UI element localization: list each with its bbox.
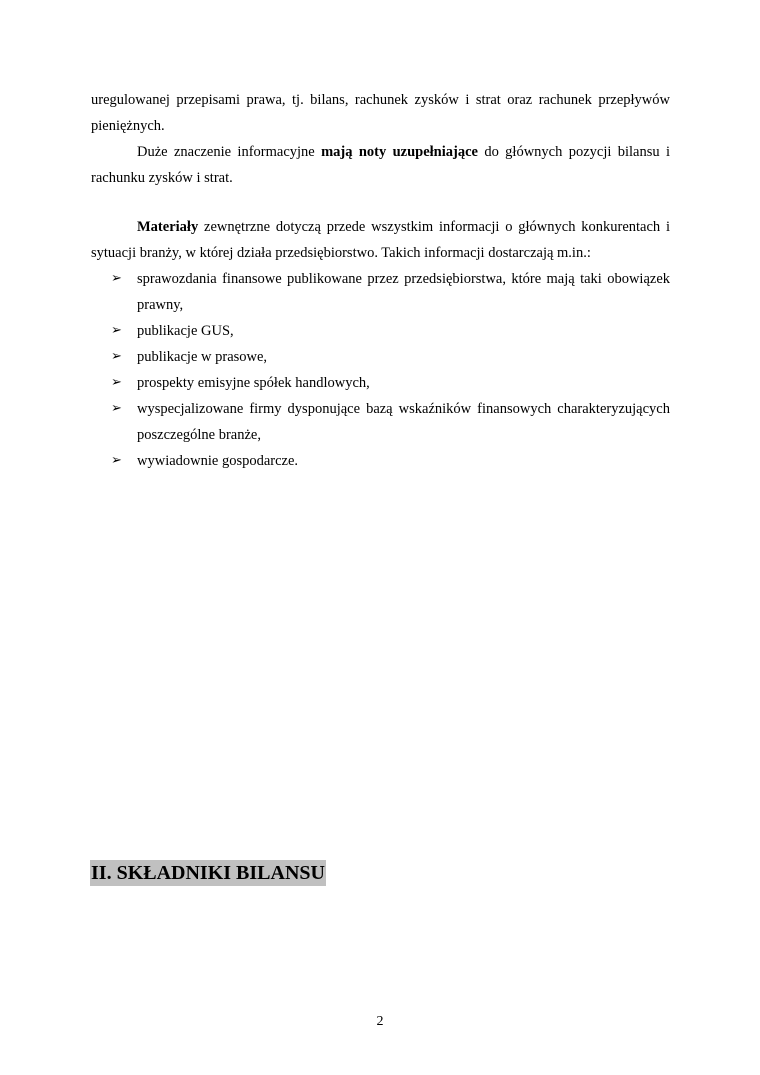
arrowhead-bullet-icon: ➢: [111, 401, 122, 416]
paragraph-2-after: do głównych pozycji bilansu i rachunku zysków i strat.: [91, 144, 671, 186]
arrowhead-bullet-icon: ➢: [111, 453, 122, 468]
arrowhead-bullet-icon: ➢: [111, 375, 122, 390]
list-item: [91, 396, 670, 448]
list-item: [91, 318, 670, 344]
paragraph-2-before: Duże znaczenie informacyjne: [137, 144, 322, 160]
paragraph-3-bold: Materiały: [137, 219, 199, 235]
paragraph-3: [91, 214, 670, 266]
paragraph-2: [91, 139, 670, 191]
page-number: 2: [376, 1014, 384, 1029]
list-item: [91, 448, 670, 474]
list-item: [91, 344, 670, 370]
arrowhead-bullet-icon: ➢: [111, 323, 122, 338]
list-item: [91, 370, 670, 396]
paragraph-3-after: zewnętrzne dotyczą przede wszystkim informacji o głównych konkurentach i sytuacji branży, w której działa przedsiębiorstwo. Takich informacji dostarczają m.in.:: [91, 219, 670, 261]
list-item-text: publikacje w prasowe,: [137, 349, 268, 365]
paragraph-1-text: uregulowanej przepisami prawa, tj. bilans, rachunek zysków i strat oraz rachunek przepływów pieniężnych.: [91, 92, 670, 134]
list-item-text: prospekty emisyjne spółek handlowych,: [137, 375, 370, 391]
paragraph-2-bold: mają noty uzupełniające: [321, 144, 478, 160]
arrowhead-bullet-icon: ➢: [111, 349, 122, 364]
paragraph-materials: [91, 214, 670, 266]
sources-list: [91, 266, 670, 474]
arrowhead-bullet-icon: ➢: [111, 271, 122, 286]
list-item-text: sprawozdania finansowe publikowane przez przedsiębiorstwa, które mają taki obowiązek prawny,: [137, 271, 670, 313]
section-heading: II. SKŁADNIKI BILANSU: [91, 862, 325, 884]
list-item: [91, 266, 670, 318]
list-item-text: wywiadownie gospodarcze.: [137, 453, 299, 469]
paragraph-notes: [91, 139, 670, 191]
list-item-text: publikacje GUS,: [137, 323, 234, 339]
list-item-text: wyspecjalizowane firmy dysponujące bazą wskaźników finansowych charakteryzujących poszczególne branże,: [137, 401, 670, 443]
paragraph-continuation: [91, 87, 670, 139]
